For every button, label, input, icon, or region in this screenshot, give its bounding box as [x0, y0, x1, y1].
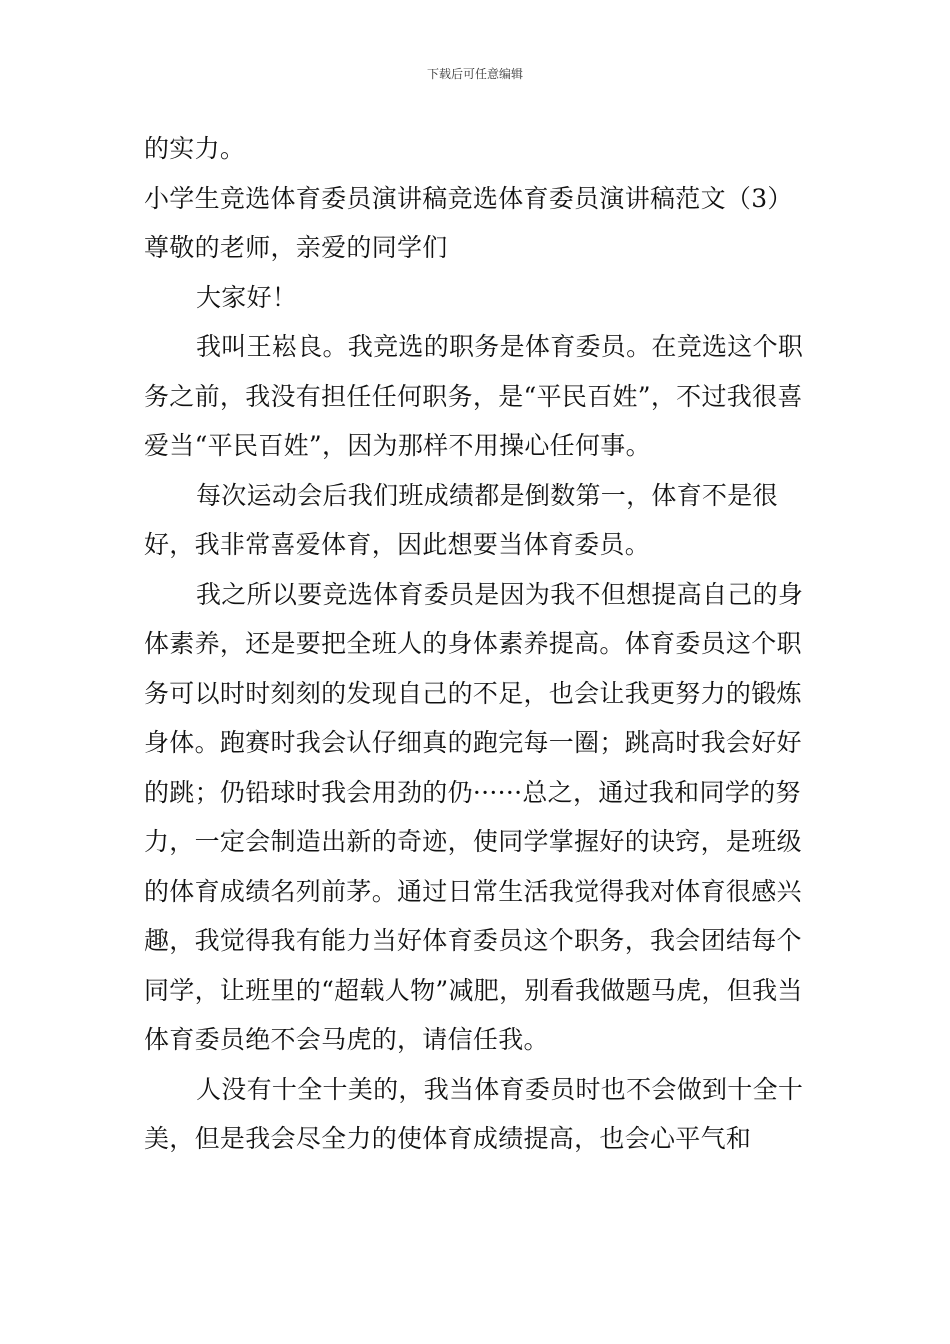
paragraph-closing: 人没有十全十美的，我当体育委员时也不会做到十全十美，但是我会尽全力的使体育成绩提高，也会心平气和: [144, 1074, 804, 1153]
paragraph-reasons: 我之所以要竞选体育委员是因为我不但想提高自己的身体素养，还是要把全班人的身体素养提高。体育委员这个职务可以时时刻刻的发现自己的不足，也会让我更努力的锻炼身体。跑赛时我会认仔细真的跑完每一圈；跳高时我会好好的跳；仍铅球时我会用劲的仍······总之，通过我和同学的努力，一定会制造出新的奇迹，使同学掌握好的诀窍，是班级的体育成绩名列前茅。通过日常生活我觉得我对体育很感兴趣，我觉得我有能力当好体育委员这个职务，我会团结每个同学，让班里的“超载人物”减肥，别看我做题马虎，但我当体育委员绝不会马虎的，请信任我。: [144, 579, 804, 1054]
section-title: 小学生竞选体育委员演讲稿竞选体育委员演讲稿范文（3）: [144, 183, 793, 213]
greeting: 大家好！: [196, 282, 298, 312]
paragraph-continuation: 的实力。: [144, 134, 246, 163]
document-body: [144, 124, 824, 1164]
paragraph-motivation: 每次运动会后我们班成绩都是倒数第一，体育不是很好，我非常喜爱体育，因此想要当体育委员。: [144, 480, 778, 559]
salutation: 尊敬的老师，亲爱的同学们: [144, 233, 448, 262]
paragraph-introduction: 我叫王崧良。我竞选的职务是体育委员。在竞选这个职务之前，我没有担任任何职务，是“平民百姓”，不过我很喜爱当“平民百姓”，因为那样不用操心任何事。: [144, 332, 804, 460]
page-header: 下载后可任意编辑: [426, 67, 523, 81]
